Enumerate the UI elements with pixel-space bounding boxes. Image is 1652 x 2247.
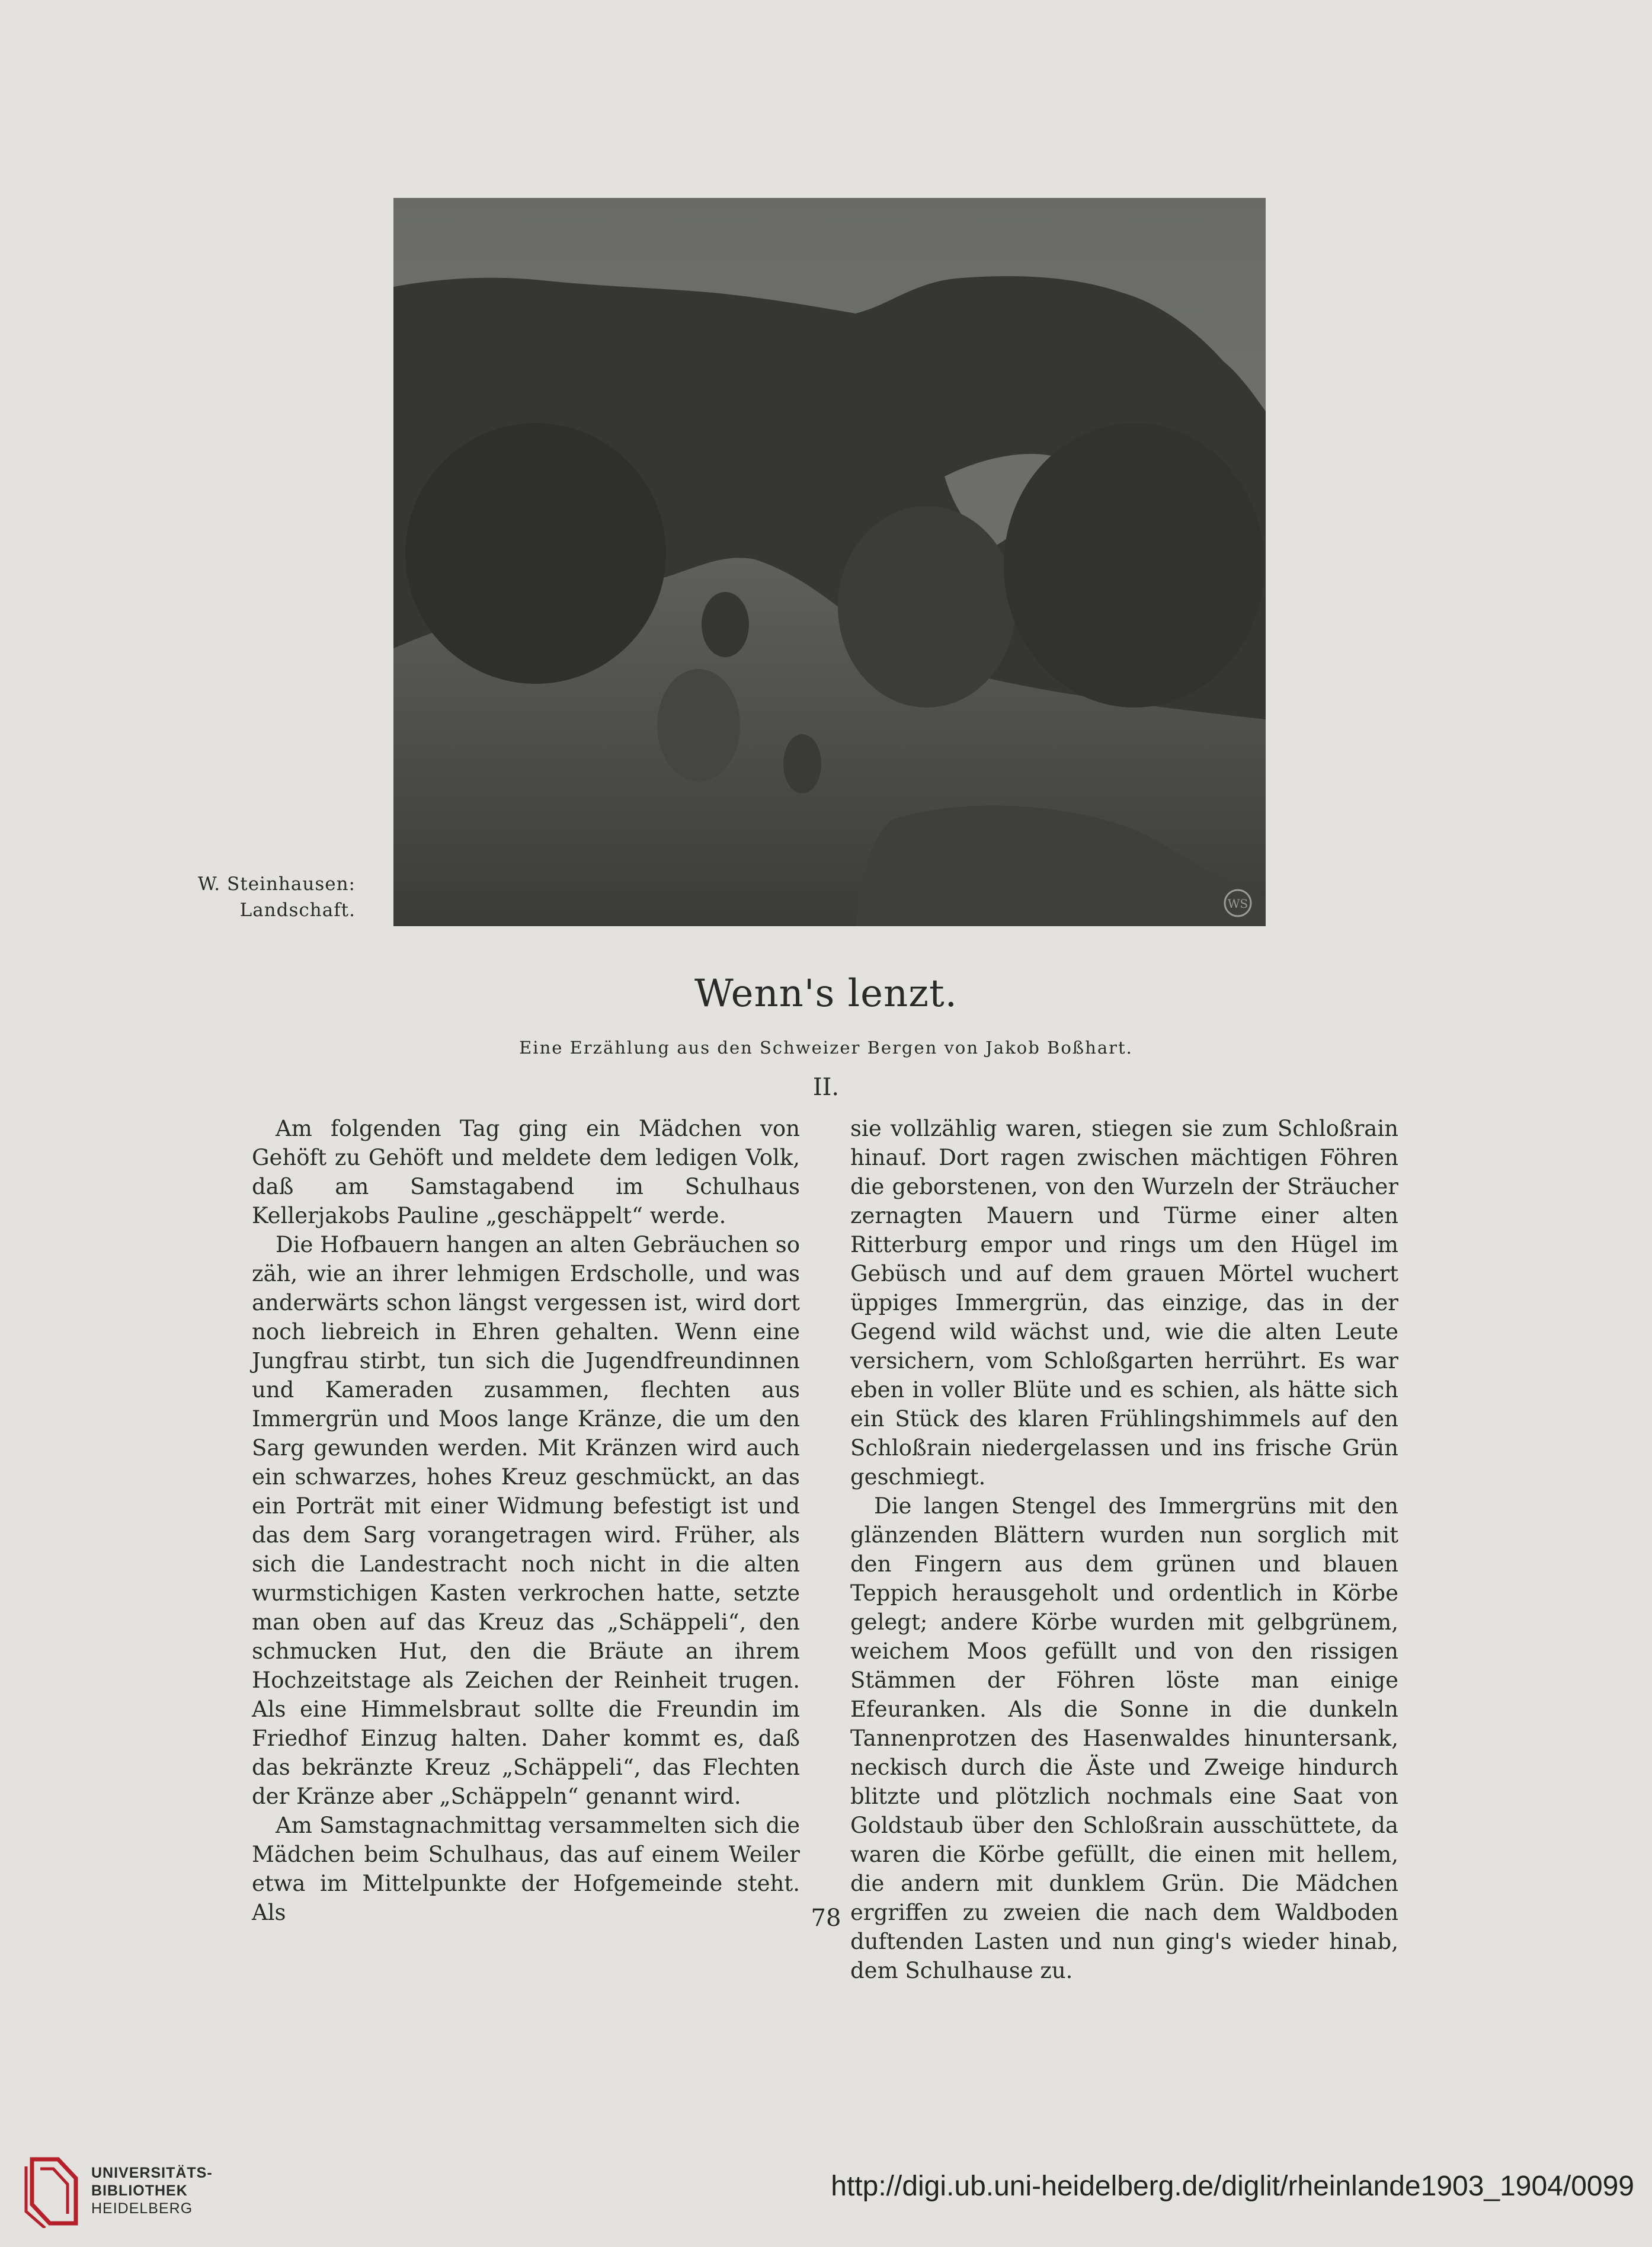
caption-title: Landschaft.	[239, 900, 356, 921]
page-number: 78	[811, 1904, 841, 1932]
paragraph: Am folgenden Tag ging ein Mädchen von Gehöft zu Gehöft und meldete dem ledigen Volk, daß am Samstagabend im Schulhaus Kellerjakobs Pauline „geschäppelt“ werde.	[252, 1116, 800, 1228]
paragraph: sie vollzählig waren, stiegen sie zum Schloßrain hinauf. Dort ragen zwischen mächtigen Föhren die geborstenen, von den Wurzeln der Sträucher zernagten Mauern und Türme einer alten Ritterburg empor und rings um den Hügel im Gebüsch und auf dem grauen Mörtel wuchert üppiges Immergrün, das einzige, das in der Gegend wild wächst und, wie die alten Leute versichern, vom Schloßgarten herrührt. Es war eben in voller Blüte und es schien, als hätte sich ein Stück des klaren Frühlingshimmels auf den Schloßrain niedergelassen und ins frische Grün geschmiegt.	[850, 1116, 1398, 1490]
plate-caption	[148, 871, 356, 923]
caption-artist: W. Steinhausen:	[197, 873, 356, 895]
source-url[interactable]: http://digi.ub.uni-heidelberg.de/diglit/rheinlande1903_1904/0099	[831, 2171, 1634, 2202]
paragraph: Die langen Stengel des Immergrüns mit den glänzenden Blättern wurden nun sorglich mit den Fingern aus dem grünen und blauen Teppich herausgeholt und ordentlich in Körbe gelegt; andere Körbe wurden mit gelbgrünem, weichem Moos gefüllt und von den rissigen Stämmen der Föhren löste man einige Efeuranken. Als die Sonne in die dunkeln Tannenprotzen des Hasenwaldes hinuntersank, neckisch durch die Äste und Zweige hindurch blitzte und plötzlich nochmals eine Saat von Goldstaub über den Schloßrain ausschüttete, da waren die Körbe gefüllt, die einen mit hellem, die andern mit dunklem Grün. Die Mädchen ergriffen zu zweien die nach dem Waldboden duftenden Lasten und nun ging's wieder hinab, dem Schulhause zu.	[850, 1493, 1398, 1983]
paragraph: Die Hofbauern hangen an alten Gebräuchen so zäh, wie an ihrer lehmigen Erdscholle, und was anderwärts schon längst vergessen ist, wird dort noch liebreich in Ehren gehalten. Wenn eine Jungfrau stirbt, tun sich die Jugendfreundinnen und Kameraden zusammen, flechten aus Immergrün und Moos lange Kränze, die um den Sarg gewunden werden. Mit Kränzen wird auch ein schwarzes, hohes Kreuz geschmückt, an das ein Porträt mit einer Widmung befestigt ist und das dem Sarg vorangetragen wird. Früher, als sich die Landestracht noch nicht in die alten wurmstichigen Kasten verkrochen hatte, setzte man oben auf das Kreuz das „Schäppeli“, den schmucken Hut, den die Bräute an ihrem Hochzeitstage als Zeichen der Reinheit trugen. Als eine Himmelsbraut sollte die Freundin im Friedhof Einzug halten. Daher kommt es, daß das bekränzte Kreuz „Schäppeli“, das Flechten der Kränze aber „Schäppeln“ genannt wird.	[252, 1232, 800, 1809]
paragraph: Am Samstagnachmittag versammelten sich die Mädchen beim Schulhaus, das auf einem Weiler etwa im Mittelpunkte der Hofgemeinde steht. Als	[252, 1813, 800, 1925]
landscape-plate	[393, 198, 1266, 926]
digitization-footer	[0, 2133, 1652, 2247]
library-name: UNIVERSITÄTS- BIBLIOTHEK HEIDELBERG	[91, 2165, 213, 2217]
library-logo-icon	[21, 2155, 81, 2228]
story-title: Wenn's lenzt.	[694, 972, 958, 1016]
story-subtitle: Eine Erzählung aus den Schweizer Bergen von Jakob Boßhart.	[519, 1038, 1133, 1058]
landscape-illustration	[393, 198, 1266, 926]
plate-monogram: WS	[1227, 897, 1248, 911]
right-text-column	[850, 1114, 1398, 1985]
left-text-column	[252, 1114, 800, 1927]
chapter-number: II.	[812, 1074, 840, 1101]
